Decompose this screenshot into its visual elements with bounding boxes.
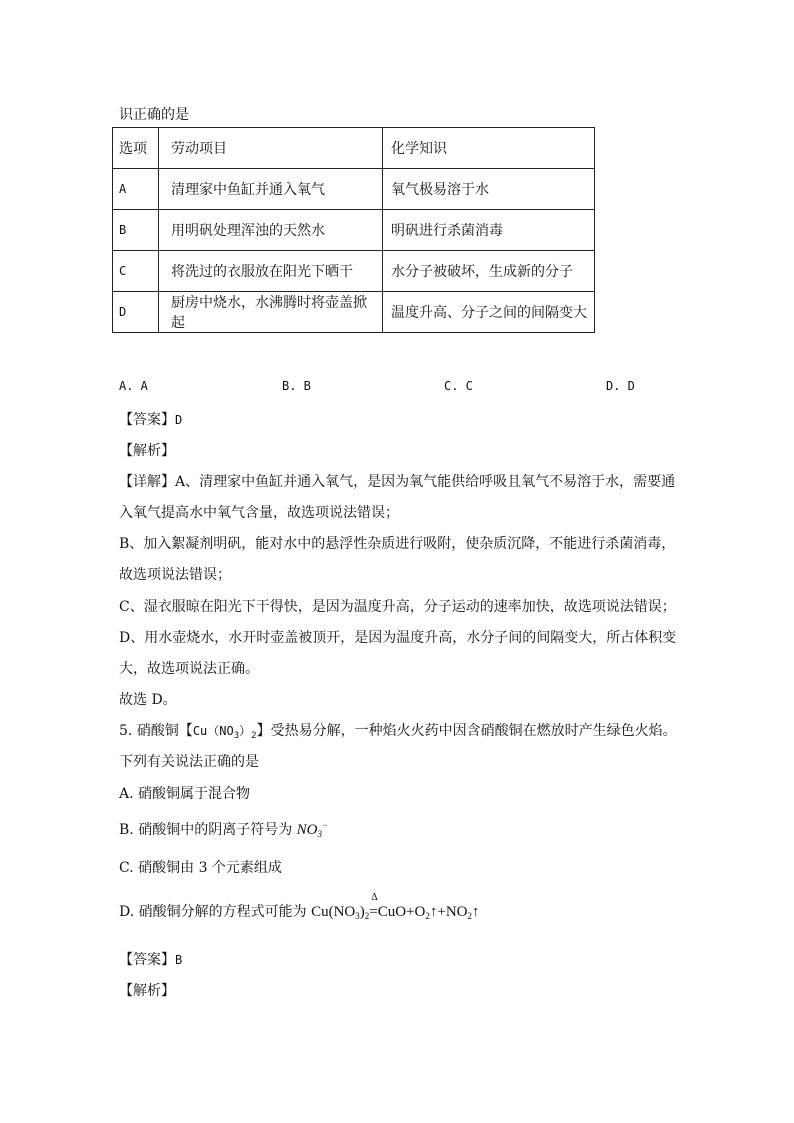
table-cell: B xyxy=(113,210,159,251)
table-cell: C xyxy=(113,251,159,292)
table-row xyxy=(113,169,595,210)
detail-line: 大，故选项说法正确。 xyxy=(119,661,259,677)
analysis-label: 【解析】 xyxy=(119,983,175,999)
analysis-label: 【解析】 xyxy=(119,443,175,459)
table-cell: 水分子被破坏，生成新的分子 xyxy=(383,251,595,292)
table-cell: A xyxy=(113,169,159,210)
heating-condition: Δ = xyxy=(369,892,378,920)
detail-line: B、加入絮凝剂明矾，能对水中的悬浮性杂质进行吸附，使杂质沉降，不能进行杀菌消毒， xyxy=(119,536,676,552)
ion-symbol: $NO_3^-$ xyxy=(296,820,329,839)
detail-line: C、湿衣服晾在阳光下干得快，是因为温度升高，分子运动的速率加快，故选项说法错误； xyxy=(119,599,676,615)
detail-text: A、清理家中鱼缸并通入氧气，是因为氧气能供给呼吸且氧气不易溶于水，需要通 xyxy=(175,474,676,490)
choice-b: B. B xyxy=(282,379,311,393)
detail-line: 故选项说法错误； xyxy=(119,567,231,583)
choice-a: A. A xyxy=(119,379,148,393)
table-row xyxy=(113,251,595,292)
table-cell: 将洗过的衣服放在阳光下晒干 xyxy=(159,251,383,292)
question-number: 5. xyxy=(119,723,133,739)
table-cell: 厨房中烧水，水沸腾时将壶盖掀起 xyxy=(159,292,383,333)
stem-text: 硝酸铜【 xyxy=(136,723,193,739)
option-a: A. 硝酸铜属于混合物 xyxy=(119,786,251,802)
table-header-cell: 劳动项目 xyxy=(159,128,383,169)
table-cell: 氧气极易溶于水 xyxy=(383,169,595,210)
detail-line: 入氧气提高水中氧气含量，故选项说法错误； xyxy=(119,505,399,521)
decomposition-equation: $Cu(NO_3)_2$ Δ $=CuO+O_2↑+NO_2↑$ xyxy=(311,892,480,921)
option-c: C. 硝酸铜由 3 个元素组成 xyxy=(119,860,282,876)
table-header-cell: 选项 xyxy=(113,128,159,169)
question-5-stem-line2: 下列有关说法正确的是 xyxy=(119,754,259,770)
table-cell: D xyxy=(113,292,159,333)
formula: $Cu(NO_3)_2$ xyxy=(192,724,257,741)
table-header-row xyxy=(113,128,595,169)
detail-line xyxy=(119,471,675,491)
option-b: B. 硝酸铜中的阴离子符号为 $NO_3^-$ xyxy=(119,820,329,839)
table-cell: 明矾进行杀菌消毒 xyxy=(383,210,595,251)
answer-line xyxy=(119,949,182,969)
answer-value: D xyxy=(175,413,183,427)
option-d: D. 硝酸铜分解的方程式可能为 $Cu(NO_3)_2$ Δ $=CuO+O_2↑+NO_2↑$ xyxy=(119,892,480,921)
answer-value: B xyxy=(175,953,183,967)
table-header-cell: 化学知识 xyxy=(383,128,595,169)
question-5-stem xyxy=(119,720,677,741)
detail-line: D、用水壶烧水，水开时壶盖被顶开，是因为温度升高，水分子间的间隔变大，所占体积变 xyxy=(119,630,677,646)
table-cell: 温度升高、分子之间的间隔变大 xyxy=(383,292,595,333)
table-row xyxy=(113,292,595,333)
conclusion-line: 故选 D。 xyxy=(119,692,177,708)
detail-label: 【详解】 xyxy=(119,474,175,490)
choice-d: D. D xyxy=(606,379,635,393)
table-cell: 用明矾处理浑浊的天然水 xyxy=(159,210,383,251)
table-row xyxy=(113,210,595,251)
stem-text: 】受热易分解，一种焰火火药中因含硝酸铜在燃放时产生绿色火焰。 xyxy=(256,723,677,739)
answer-label: 【答案】 xyxy=(119,952,175,968)
options-table xyxy=(112,127,595,333)
table-cell: 清理家中鱼缸并通入氧气 xyxy=(159,169,383,210)
choice-c: C. C xyxy=(444,379,473,393)
answer-line xyxy=(119,409,182,429)
answer-label: 【答案】 xyxy=(119,412,175,428)
question-stem-tail: 识正确的是 xyxy=(119,107,189,123)
